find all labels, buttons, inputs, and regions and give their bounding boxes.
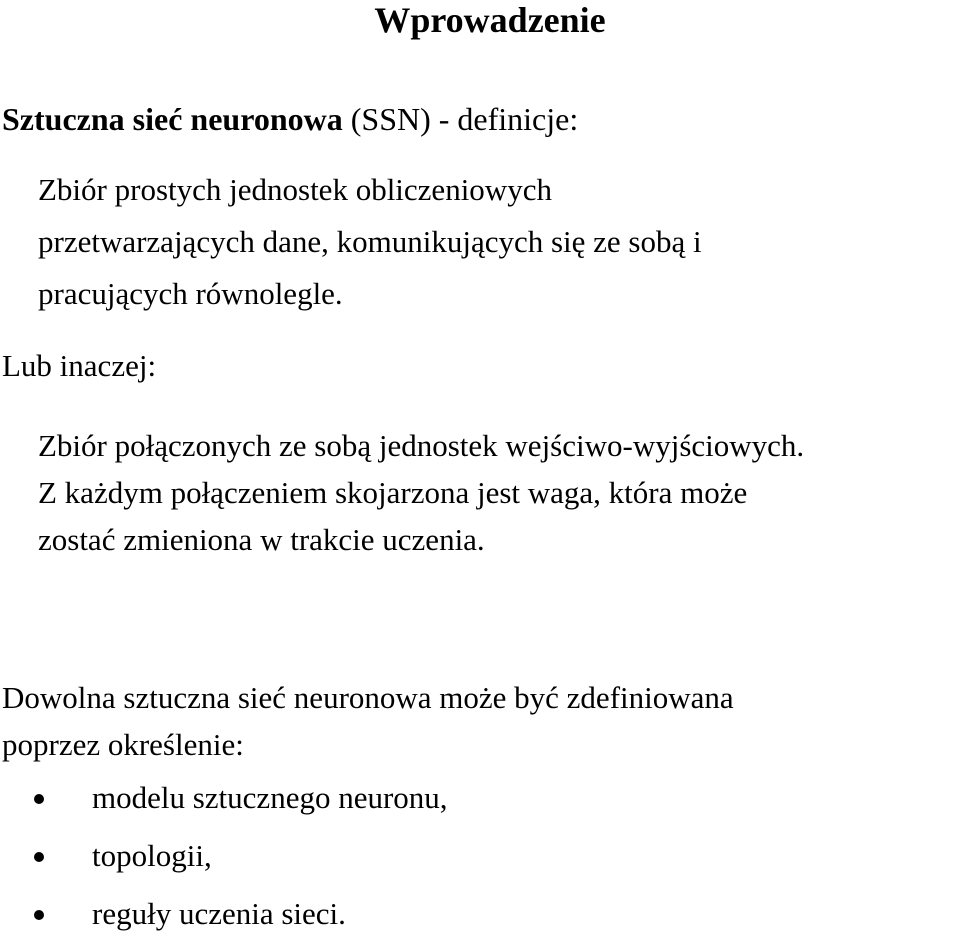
- alternative-intro: Lub inaczej:: [2, 348, 157, 383]
- definition-2-line: Z każdym połączeniem skojarzona jest waga, która może: [38, 475, 748, 510]
- definition-1-line: Zbiór prostych jednostek obliczeniowych: [38, 172, 552, 207]
- list-item-text: reguły uczenia sieci.: [92, 896, 346, 931]
- bullet-icon: [34, 910, 44, 920]
- definition-1-line: przetwarzających dane, komunikujących się ze sobą i: [38, 224, 702, 259]
- definition-paragraph-1: [38, 164, 702, 320]
- page-title: Wprowadzenie: [374, 0, 606, 40]
- definition-2-line: zostać zmieniona w trakcie uczenia.: [38, 522, 485, 557]
- summary-paragraph: [2, 674, 734, 768]
- section-heading-term: Sztuczna sieć neuronowa: [2, 101, 343, 137]
- list-item-text: modelu sztucznego neuronu,: [92, 780, 448, 815]
- list-item-text: topologii,: [92, 838, 212, 873]
- summary-line: Dowolna sztuczna sieć neuronowa może być zdefiniowana: [2, 680, 734, 715]
- bullet-icon: [34, 852, 44, 862]
- definition-1-line: pracujących równolegle.: [38, 276, 343, 311]
- section-heading-rest: (SSN) - definicje:: [342, 101, 579, 137]
- definition-paragraph-2: [38, 422, 804, 563]
- summary-line: poprzez określenie:: [2, 727, 244, 762]
- definition-2-line: Zbiór połączonych ze sobą jednostek wejściwo-wyjściowych.: [38, 428, 805, 463]
- section-heading: [2, 100, 578, 138]
- bullet-icon: [34, 794, 44, 804]
